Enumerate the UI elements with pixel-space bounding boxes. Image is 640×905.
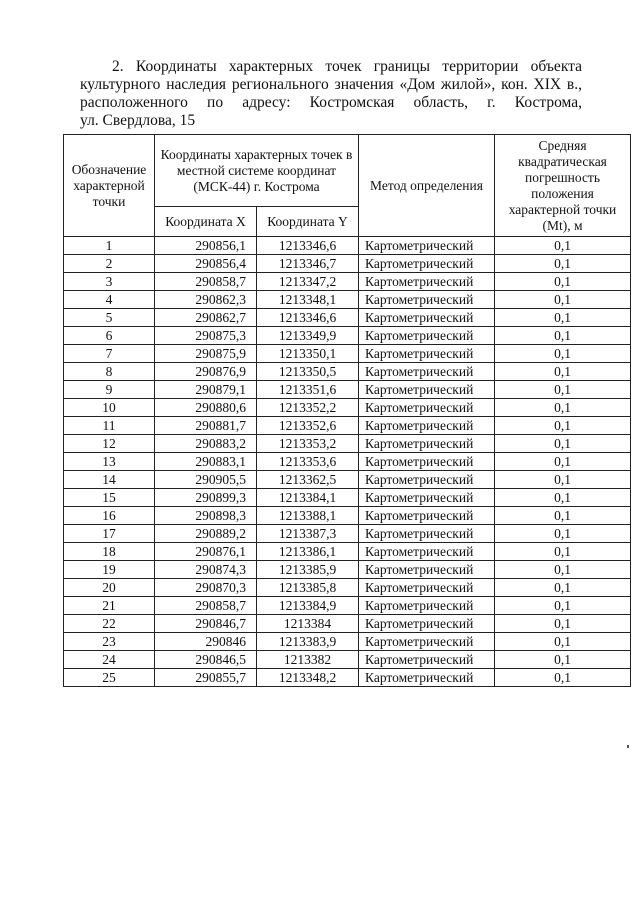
coordinate-y-cell: 1213385,9: [257, 561, 359, 579]
point-number-cell: 19: [64, 561, 155, 579]
coordinate-y-cell: 1213362,5: [257, 471, 359, 489]
method-cell: Картометрический: [359, 615, 495, 633]
coordinate-y-cell: 1213386,1: [257, 543, 359, 561]
coordinate-x-cell: 290858,7: [155, 273, 257, 291]
table-row: [64, 525, 631, 543]
coordinate-y-cell: 1213346,6: [257, 237, 359, 255]
coordinate-x-cell: 290856,1: [155, 237, 257, 255]
coordinate-y-cell: 1213353,2: [257, 435, 359, 453]
accuracy-cell: 0,1: [495, 543, 631, 561]
coordinate-x-cell: 290883,2: [155, 435, 257, 453]
accuracy-cell: 0,1: [495, 471, 631, 489]
coordinate-x-cell: 290899,3: [155, 489, 257, 507]
point-number-cell: 14: [64, 471, 155, 489]
table-row: [64, 543, 631, 561]
coordinate-y-cell: 1213384,9: [257, 597, 359, 615]
header-accuracy: Средняя квадратическая погрешность положения характерной точки (Mt), м: [495, 135, 631, 237]
scan-speck: [627, 745, 629, 748]
table-row: [64, 435, 631, 453]
table-row: [64, 489, 631, 507]
coordinate-x-cell: 290846,7: [155, 615, 257, 633]
point-number-cell: 16: [64, 507, 155, 525]
point-number-cell: 17: [64, 525, 155, 543]
method-cell: Картометрический: [359, 507, 495, 525]
coordinate-x-cell: 290876,9: [155, 363, 257, 381]
point-number-cell: 18: [64, 543, 155, 561]
accuracy-cell: 0,1: [495, 651, 631, 669]
method-cell: Картометрический: [359, 453, 495, 471]
heading-line: 2. Координаты характерных точек границы территории объекта: [112, 58, 582, 75]
coordinate-y-cell: 1213388,1: [257, 507, 359, 525]
point-number-cell: 6: [64, 327, 155, 345]
method-cell: Картометрический: [359, 669, 495, 687]
heading-line: расположенного по адресу: Костромская область, г. Кострома,: [80, 94, 582, 111]
accuracy-cell: 0,1: [495, 291, 631, 309]
coordinate-y-cell: 1213352,2: [257, 399, 359, 417]
coordinate-y-cell: 1213383,9: [257, 633, 359, 651]
coordinate-x-cell: 290898,3: [155, 507, 257, 525]
point-number-cell: 3: [64, 273, 155, 291]
coordinate-x-cell: 290846,5: [155, 651, 257, 669]
method-cell: Картометрический: [359, 237, 495, 255]
coordinates-table: [63, 134, 631, 687]
accuracy-cell: 0,1: [495, 345, 631, 363]
coordinate-x-cell: 290874,3: [155, 561, 257, 579]
table-row: [64, 633, 631, 651]
point-number-cell: 20: [64, 579, 155, 597]
method-cell: Картометрический: [359, 291, 495, 309]
header-coordinates-group: Координаты характерных точек в местной системе координат (МСК-44) г. Кострома: [155, 135, 359, 207]
method-cell: Картометрический: [359, 309, 495, 327]
point-number-cell: 12: [64, 435, 155, 453]
method-cell: Картометрический: [359, 345, 495, 363]
table-row: [64, 399, 631, 417]
accuracy-cell: 0,1: [495, 633, 631, 651]
section-heading: [80, 58, 582, 130]
accuracy-cell: 0,1: [495, 363, 631, 381]
coordinate-y-cell: 1213349,9: [257, 327, 359, 345]
accuracy-cell: 0,1: [495, 399, 631, 417]
coordinate-x-cell: 290876,1: [155, 543, 257, 561]
table-row: [64, 381, 631, 399]
coordinate-x-cell: 290879,1: [155, 381, 257, 399]
coordinate-y-cell: 1213351,6: [257, 381, 359, 399]
method-cell: Картометрический: [359, 381, 495, 399]
accuracy-cell: 0,1: [495, 381, 631, 399]
accuracy-cell: 0,1: [495, 597, 631, 615]
accuracy-cell: 0,1: [495, 327, 631, 345]
coordinate-y-cell: 1213353,6: [257, 453, 359, 471]
accuracy-cell: 0,1: [495, 615, 631, 633]
accuracy-cell: 0,1: [495, 579, 631, 597]
table-row: [64, 579, 631, 597]
accuracy-cell: 0,1: [495, 237, 631, 255]
accuracy-cell: 0,1: [495, 525, 631, 543]
method-cell: Картометрический: [359, 489, 495, 507]
coordinate-y-cell: 1213346,6: [257, 309, 359, 327]
coordinate-y-cell: 1213348,2: [257, 669, 359, 687]
header-point-designation: Обозначение характерной точки: [64, 135, 155, 237]
accuracy-cell: 0,1: [495, 273, 631, 291]
table-row: [64, 237, 631, 255]
point-number-cell: 10: [64, 399, 155, 417]
table-row: [64, 363, 631, 381]
coordinate-y-cell: 1213348,1: [257, 291, 359, 309]
accuracy-cell: 0,1: [495, 489, 631, 507]
table-row: [64, 507, 631, 525]
point-number-cell: 5: [64, 309, 155, 327]
coordinate-x-cell: 290855,7: [155, 669, 257, 687]
accuracy-cell: 0,1: [495, 561, 631, 579]
table-row: [64, 471, 631, 489]
coordinate-y-cell: 1213384,1: [257, 489, 359, 507]
point-number-cell: 25: [64, 669, 155, 687]
method-cell: Картометрический: [359, 417, 495, 435]
coordinate-x-cell: 290905,5: [155, 471, 257, 489]
table-row: [64, 327, 631, 345]
table-row: [64, 597, 631, 615]
accuracy-cell: 0,1: [495, 255, 631, 273]
method-cell: Картометрический: [359, 435, 495, 453]
table-row: [64, 291, 631, 309]
method-cell: Картометрический: [359, 651, 495, 669]
point-number-cell: 22: [64, 615, 155, 633]
table-row: [64, 273, 631, 291]
coordinate-x-cell: 290881,7: [155, 417, 257, 435]
point-number-cell: 4: [64, 291, 155, 309]
coordinate-x-cell: 290889,2: [155, 525, 257, 543]
point-number-cell: 2: [64, 255, 155, 273]
heading-line: культурного наследия регионального значения «Дом жилой», кон. XIX в.,: [80, 76, 582, 93]
accuracy-cell: 0,1: [495, 309, 631, 327]
table-row: [64, 615, 631, 633]
method-cell: Картометрический: [359, 525, 495, 543]
point-number-cell: 23: [64, 633, 155, 651]
table-row: [64, 453, 631, 471]
accuracy-cell: 0,1: [495, 435, 631, 453]
header-coordinate-y: Координата Y: [257, 207, 359, 237]
point-number-cell: 24: [64, 651, 155, 669]
method-cell: Картометрический: [359, 633, 495, 651]
point-number-cell: 7: [64, 345, 155, 363]
coordinate-x-cell: 290862,3: [155, 291, 257, 309]
table-row: [64, 345, 631, 363]
coordinate-y-cell: 1213346,7: [257, 255, 359, 273]
heading-line: ул. Свердлова, 15: [80, 112, 196, 129]
table-row: [64, 255, 631, 273]
table-row: [64, 309, 631, 327]
coordinate-x-cell: 290883,1: [155, 453, 257, 471]
point-number-cell: 21: [64, 597, 155, 615]
coordinate-y-cell: 1213384: [257, 615, 359, 633]
method-cell: Картометрический: [359, 561, 495, 579]
point-number-cell: 8: [64, 363, 155, 381]
header-method: Метод определения: [359, 135, 495, 237]
header-coordinate-x: Координата X: [155, 207, 257, 237]
method-cell: Картометрический: [359, 327, 495, 345]
point-number-cell: 1: [64, 237, 155, 255]
method-cell: Картометрический: [359, 363, 495, 381]
table-body: [64, 237, 631, 687]
accuracy-cell: 0,1: [495, 669, 631, 687]
coordinate-x-cell: 290856,4: [155, 255, 257, 273]
point-number-cell: 11: [64, 417, 155, 435]
coordinate-x-cell: 290862,7: [155, 309, 257, 327]
point-number-cell: 13: [64, 453, 155, 471]
coordinate-y-cell: 1213387,3: [257, 525, 359, 543]
method-cell: Картометрический: [359, 273, 495, 291]
coordinate-x-cell: 290875,3: [155, 327, 257, 345]
table-row: [64, 669, 631, 687]
accuracy-cell: 0,1: [495, 453, 631, 471]
coordinate-x-cell: 290875,9: [155, 345, 257, 363]
method-cell: Картометрический: [359, 471, 495, 489]
method-cell: Картометрический: [359, 543, 495, 561]
table-row: [64, 417, 631, 435]
coordinate-x-cell: 290880,6: [155, 399, 257, 417]
coordinate-y-cell: 1213385,8: [257, 579, 359, 597]
point-number-cell: 15: [64, 489, 155, 507]
accuracy-cell: 0,1: [495, 507, 631, 525]
point-number-cell: 9: [64, 381, 155, 399]
method-cell: Картометрический: [359, 255, 495, 273]
accuracy-cell: 0,1: [495, 417, 631, 435]
coordinate-x-cell: 290870,3: [155, 579, 257, 597]
coordinate-x-cell: 290858,7: [155, 597, 257, 615]
method-cell: Картометрический: [359, 399, 495, 417]
table-row: [64, 651, 631, 669]
method-cell: Картометрический: [359, 597, 495, 615]
coordinate-y-cell: 1213350,1: [257, 345, 359, 363]
coordinate-x-cell: 290846: [155, 633, 257, 651]
table-row: [64, 561, 631, 579]
coordinate-y-cell: 1213352,6: [257, 417, 359, 435]
coordinate-y-cell: 1213350,5: [257, 363, 359, 381]
coordinate-y-cell: 1213347,2: [257, 273, 359, 291]
method-cell: Картометрический: [359, 579, 495, 597]
coordinate-y-cell: 1213382: [257, 651, 359, 669]
